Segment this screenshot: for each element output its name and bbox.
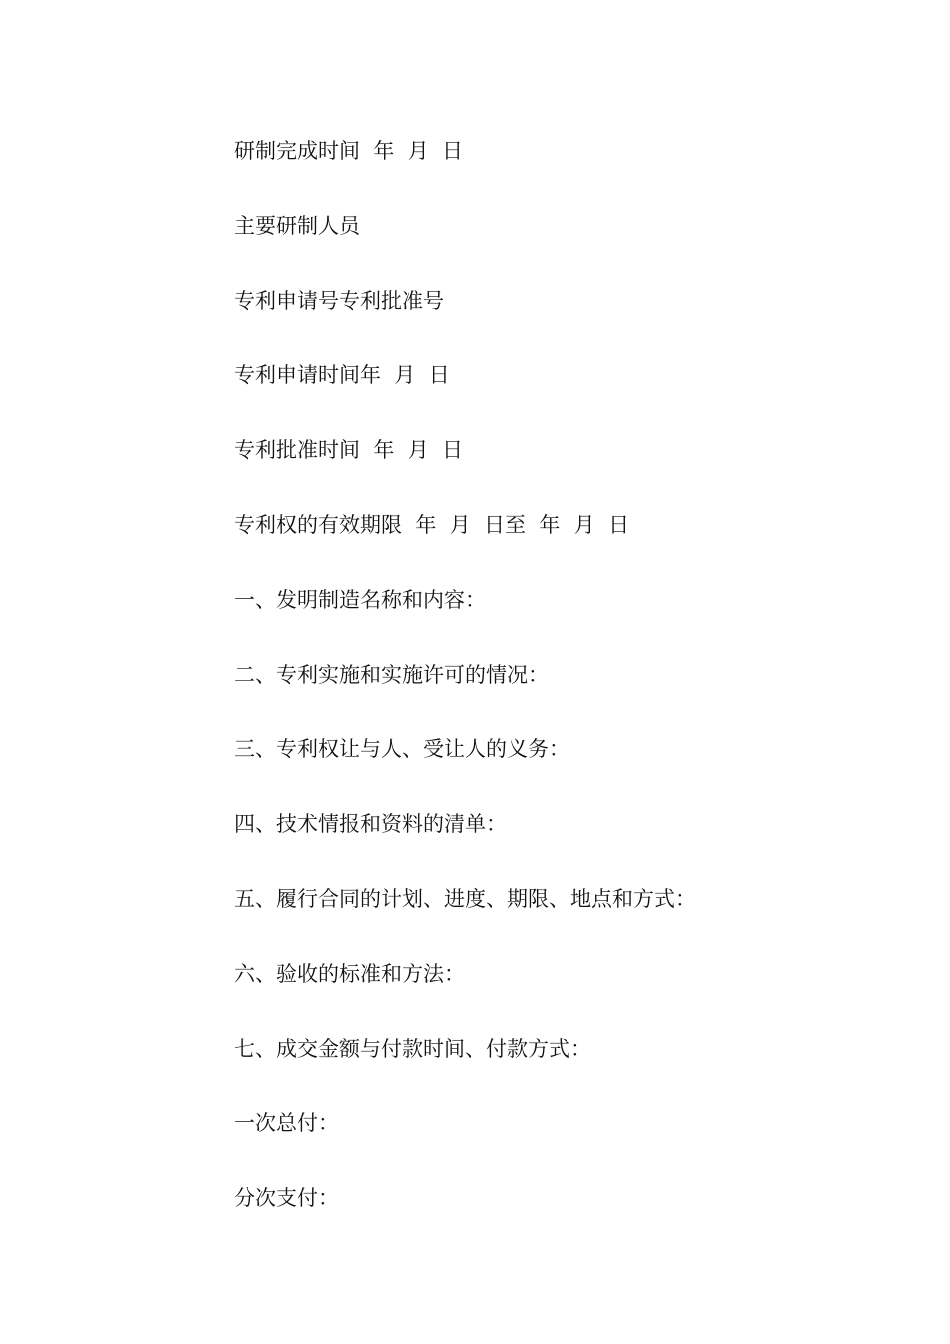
field-main-developers: 主要研制人员 — [234, 213, 360, 238]
field-patent-approval-date: 专利批准时间 年 月 日 — [234, 438, 464, 463]
section-heading-7: 七、成交金额与付款时间、付款方式： — [234, 1036, 591, 1061]
payment-installments: 分次支付： — [234, 1186, 339, 1211]
field-patent-validity-period: 专利权的有效期限 年 月 日至 年 月 日 — [234, 512, 630, 537]
payment-lump-sum: 一次总付： — [234, 1111, 339, 1136]
section-heading-5: 五、履行合同的计划、进度、期限、地点和方式： — [234, 886, 696, 911]
field-patent-application-date: 专利申请时间年 月 日 — [234, 363, 450, 388]
field-patent-numbers: 专利申请号专利批准号 — [234, 288, 444, 313]
document-body — [234, 136, 874, 1258]
section-heading-4: 四、技术情报和资料的清单： — [234, 812, 507, 837]
section-heading-1: 一、发明制造名称和内容： — [234, 587, 486, 612]
section-heading-2: 二、专利实施和实施许可的情况： — [234, 662, 549, 687]
field-completion-date: 研制完成时间 年 月 日 — [234, 139, 464, 163]
section-heading-6: 六、验收的标准和方法： — [234, 961, 465, 986]
section-heading-3: 三、专利权让与人、受让人的义务： — [234, 737, 570, 762]
